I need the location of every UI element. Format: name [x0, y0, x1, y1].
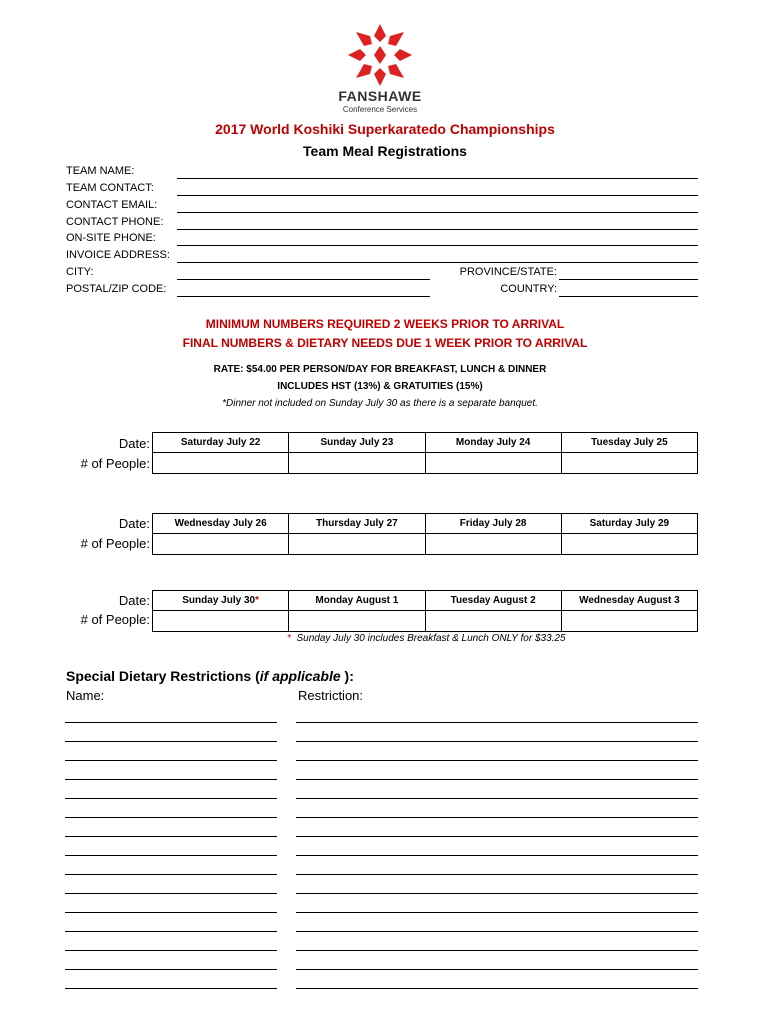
date-cell: Wednesday August 3 [561, 591, 697, 611]
dietary-heading-italic: if applicable [259, 668, 341, 684]
onsite-phone-label: ON-SITE PHONE: [66, 232, 156, 244]
dinner-note: *Dinner not included on Sunday July 30 as there is a separate banquet. [222, 398, 538, 409]
dietary-restriction-line[interactable] [296, 760, 698, 761]
date-cell-text: Sunday July 30 [182, 595, 256, 606]
dietary-heading [66, 668, 354, 684]
date-label: Date: [118, 436, 150, 451]
postal-field[interactable] [177, 296, 430, 297]
dietary-restriction-line[interactable] [296, 988, 698, 989]
people-input[interactable] [153, 611, 289, 632]
dietary-name-line[interactable] [65, 988, 277, 989]
team-name-label: TEAM NAME: [66, 165, 135, 177]
footnote-text: Sunday July 30 includes Breakfast & Lunch ONLY for $33.25 [296, 633, 566, 644]
people-input[interactable] [153, 534, 289, 555]
date-cell: Wednesday July 26 [153, 514, 289, 534]
name-column-label: Name: [66, 688, 105, 703]
dietary-restriction-line[interactable] [296, 931, 698, 932]
people-input[interactable] [153, 453, 289, 474]
schedule-table-week2 [152, 513, 698, 555]
schedule-table-week3 [152, 590, 698, 632]
dietary-restriction-line[interactable] [296, 874, 698, 875]
invoice-address-label: INVOICE ADDRESS: [66, 249, 170, 261]
people-label: # of People: [80, 456, 150, 471]
dietary-restriction-line[interactable] [296, 722, 698, 723]
dietary-name-line[interactable] [65, 893, 277, 894]
date-cell [153, 591, 289, 611]
logo-name: FANSHAWE [338, 88, 422, 104]
contact-phone-label: CONTACT PHONE: [66, 216, 164, 228]
dietary-heading-main: Special Dietary Restrictions ( [66, 668, 260, 684]
team-contact-label: TEAM CONTACT: [66, 182, 154, 194]
dietary-name-line[interactable] [65, 798, 277, 799]
dietary-restriction-line[interactable] [296, 912, 698, 913]
province-field[interactable] [559, 279, 698, 280]
date-cell: Thursday July 27 [289, 514, 425, 534]
fanshawe-star-icon [340, 22, 420, 88]
dietary-name-line[interactable] [65, 912, 277, 913]
date-label: Date: [118, 516, 150, 531]
dietary-name-line[interactable] [65, 836, 277, 837]
people-input[interactable] [561, 611, 697, 632]
contact-phone-field[interactable] [177, 229, 698, 230]
restriction-column-label: Restriction: [298, 688, 364, 703]
people-input[interactable] [425, 611, 561, 632]
contact-email-field[interactable] [177, 212, 698, 213]
dietary-restriction-line[interactable] [296, 855, 698, 856]
people-input[interactable] [561, 453, 697, 474]
people-input[interactable] [289, 534, 425, 555]
onsite-phone-field[interactable] [177, 245, 698, 246]
dietary-restriction-line[interactable] [296, 741, 698, 742]
team-contact-field[interactable] [177, 195, 698, 196]
dietary-name-line[interactable] [65, 760, 277, 761]
dietary-restriction-line[interactable] [296, 817, 698, 818]
date-cell: Monday August 1 [289, 591, 425, 611]
notice-final: FINAL NUMBERS & DIETARY NEEDS DUE 1 WEEK PRIOR TO ARRIVAL [182, 336, 588, 350]
date-cell: Tuesday August 2 [425, 591, 561, 611]
dietary-name-line[interactable] [65, 931, 277, 932]
city-label: CITY: [66, 266, 94, 278]
people-label: # of People: [80, 612, 150, 627]
dietary-restriction-line[interactable] [296, 779, 698, 780]
dietary-name-line[interactable] [65, 874, 277, 875]
country-field[interactable] [559, 296, 698, 297]
dietary-name-line[interactable] [65, 779, 277, 780]
notice-minimum: MINIMUM NUMBERS REQUIRED 2 WEEKS PRIOR TO ARRIVAL [205, 317, 565, 331]
dietary-restriction-line[interactable] [296, 836, 698, 837]
dietary-restriction-line[interactable] [296, 950, 698, 951]
dietary-name-line[interactable] [65, 741, 277, 742]
dietary-restriction-line[interactable] [296, 893, 698, 894]
dietary-restriction-line[interactable] [296, 798, 698, 799]
contact-email-label: CONTACT EMAIL: [66, 199, 158, 211]
footnote-asterisk: * [287, 633, 291, 644]
date-cell: Saturday July 22 [153, 433, 289, 453]
invoice-address-field[interactable] [177, 262, 698, 263]
rate-line-1: RATE: $54.00 PER PERSON/DAY FOR BREAKFAST, LUNCH & DINNER [213, 364, 547, 375]
date-cell: Saturday July 29 [561, 514, 697, 534]
people-input[interactable] [425, 534, 561, 555]
people-label: # of People: [80, 536, 150, 551]
page-title: 2017 World Koshiki Superkaratedo Championships [215, 121, 555, 137]
date-cell: Friday July 28 [425, 514, 561, 534]
logo-subtitle: Conference Services [342, 105, 418, 114]
people-input[interactable] [289, 611, 425, 632]
dietary-heading-end: ): [340, 668, 354, 684]
rate-line-2: INCLUDES HST (13%) & GRATUITIES (15%) [277, 381, 483, 392]
asterisk-marker: * [255, 595, 259, 606]
city-field[interactable] [177, 279, 430, 280]
schedule-table-week1 [152, 432, 698, 474]
country-label: COUNTRY: [500, 283, 557, 295]
team-name-field[interactable] [177, 178, 698, 179]
footnote [287, 633, 566, 644]
people-input[interactable] [561, 534, 697, 555]
fanshawe-logo [310, 18, 450, 118]
people-input[interactable] [289, 453, 425, 474]
dietary-name-line[interactable] [65, 969, 277, 970]
date-cell: Sunday July 23 [289, 433, 425, 453]
page-subtitle: Team Meal Registrations [303, 143, 467, 159]
postal-label: POSTAL/ZIP CODE: [66, 283, 167, 295]
date-cell: Monday July 24 [425, 433, 561, 453]
dietary-name-line[interactable] [65, 855, 277, 856]
date-label: Date: [118, 593, 150, 608]
people-input[interactable] [425, 453, 561, 474]
province-label: PROVINCE/STATE: [459, 266, 557, 278]
dietary-name-line[interactable] [65, 817, 277, 818]
date-cell: Tuesday July 25 [561, 433, 697, 453]
dietary-restriction-line[interactable] [296, 969, 698, 970]
dietary-name-line[interactable] [65, 722, 277, 723]
dietary-name-line[interactable] [65, 950, 277, 951]
